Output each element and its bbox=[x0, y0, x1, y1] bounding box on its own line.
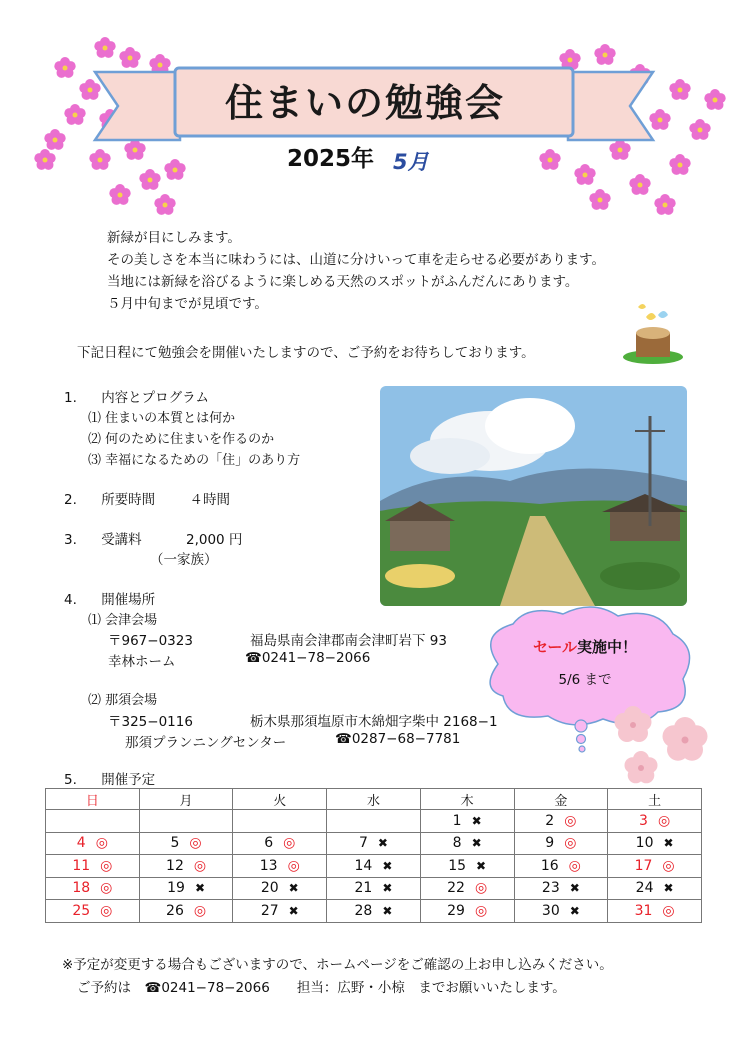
day-number: 14 bbox=[354, 857, 373, 874]
day-number: 29 bbox=[447, 902, 465, 919]
year-label: 2025年 bbox=[287, 146, 375, 172]
calendar-day-cell bbox=[420, 877, 514, 900]
section-number: 1. bbox=[64, 390, 77, 406]
available-mark: ◎ bbox=[657, 812, 671, 829]
calendar-day-cell bbox=[139, 832, 233, 855]
weekday-header: 火 bbox=[233, 789, 327, 810]
section-1-heading bbox=[64, 386, 209, 406]
day-number: 3 bbox=[639, 812, 648, 829]
section-title: 開催場所 bbox=[101, 592, 156, 608]
calendar-week-row bbox=[46, 810, 702, 833]
calendar-day-cell bbox=[327, 855, 421, 878]
venue-label: ⑵ 那須会場 bbox=[88, 693, 158, 708]
available-mark: ◎ bbox=[474, 902, 488, 919]
section-2-heading bbox=[64, 488, 230, 508]
calendar-day-cell bbox=[608, 810, 702, 833]
schedule-change-note: ※予定が変更する場合もございますので、ホームページをご確認の上お申し込みください。 bbox=[62, 957, 613, 973]
unavailable-mark: ✖ bbox=[288, 881, 299, 896]
venue-name: 幸林ホーム bbox=[108, 654, 176, 670]
venue-tel: ☎0241−78−2066 bbox=[245, 650, 371, 666]
calendar-day-cell bbox=[420, 832, 514, 855]
available-mark: ◎ bbox=[474, 880, 488, 897]
day-number: 17 bbox=[634, 857, 653, 874]
day-number: 1 bbox=[452, 812, 462, 829]
day-number: 19 bbox=[167, 880, 185, 897]
calendar-day-cell bbox=[46, 877, 140, 900]
section-4-heading bbox=[64, 588, 155, 608]
day-number: 11 bbox=[72, 857, 91, 874]
duration-value: ４時間 bbox=[189, 492, 230, 508]
unavailable-mark: ✖ bbox=[569, 881, 580, 896]
calendar-day-cell bbox=[46, 855, 140, 878]
venue-tel: ☎0287−68−7781 bbox=[335, 731, 461, 747]
calendar-day-cell bbox=[327, 810, 421, 833]
day-number: 4 bbox=[76, 835, 86, 852]
day-number: 24 bbox=[635, 880, 654, 897]
sale-until: 5/6 まで bbox=[558, 672, 612, 688]
available-mark: ◎ bbox=[564, 812, 577, 829]
venue-address: 栃木県那須塩原市木綿畑字柴中 2168−1 bbox=[250, 714, 498, 730]
day-number: 15 bbox=[448, 857, 467, 874]
available-mark: ◎ bbox=[189, 835, 202, 852]
day-number: 8 bbox=[452, 835, 462, 852]
section-title: 受講料 bbox=[101, 532, 142, 548]
unavailable-mark: ✖ bbox=[382, 881, 393, 896]
calendar-day-cell bbox=[608, 855, 702, 878]
calendar-day-cell bbox=[514, 855, 608, 878]
day-number: 12 bbox=[166, 857, 184, 874]
unavailable-mark: ✖ bbox=[663, 881, 674, 896]
section-title: 内容とプログラム bbox=[101, 390, 210, 406]
calendar-day-cell bbox=[420, 900, 514, 923]
available-mark: ◎ bbox=[287, 857, 300, 874]
calendar-day-cell bbox=[420, 810, 514, 833]
unavailable-mark: ✖ bbox=[471, 836, 482, 851]
calendar-day-cell bbox=[514, 832, 608, 855]
unavailable-mark: ✖ bbox=[288, 903, 299, 918]
weekday-header: 木 bbox=[420, 789, 514, 810]
reservation-info: ご予約は ☎0241−78−2066 担当：広野・小椋 までお願いいたします。 bbox=[77, 980, 566, 996]
intro-line: 新緑が目にしみます。 bbox=[107, 230, 241, 246]
available-mark: ◎ bbox=[662, 902, 675, 919]
section-3-heading bbox=[64, 528, 242, 548]
calendar-day-cell bbox=[233, 900, 327, 923]
unavailable-mark: ✖ bbox=[569, 903, 580, 918]
venue-zip: 〒325−0116 bbox=[108, 714, 193, 730]
cherry-blossom-icon bbox=[605, 700, 715, 788]
intro-line: その美しさを本当に味わうには、山道に分けいって車を走らせる必要があります。 bbox=[107, 252, 606, 268]
calendar-day-cell bbox=[420, 855, 514, 878]
section-5-heading bbox=[64, 768, 155, 788]
available-mark: ◎ bbox=[193, 902, 207, 919]
day-number: 22 bbox=[447, 880, 465, 897]
day-number: 31 bbox=[634, 902, 653, 919]
calendar-day-cell bbox=[608, 877, 702, 900]
section-number: 3. bbox=[64, 532, 77, 548]
day-number: 10 bbox=[635, 835, 654, 852]
unavailable-mark: ✖ bbox=[382, 858, 393, 873]
weekday-row bbox=[46, 789, 702, 810]
day-number: 7 bbox=[358, 835, 368, 852]
available-mark: ◎ bbox=[100, 902, 113, 919]
day-number: 27 bbox=[260, 902, 279, 919]
section-number: 2. bbox=[64, 492, 77, 508]
calendar-day-cell bbox=[139, 877, 233, 900]
weekday-header: 土 bbox=[608, 789, 702, 810]
day-number: 13 bbox=[259, 857, 278, 874]
available-mark: ◎ bbox=[95, 835, 108, 852]
calendar-week-row bbox=[46, 832, 702, 855]
section-number: 4. bbox=[64, 592, 77, 608]
unavailable-mark: ✖ bbox=[476, 858, 487, 873]
unavailable-mark: ✖ bbox=[382, 903, 393, 918]
venue-label: ⑴ 会津会場 bbox=[88, 613, 158, 628]
sale-headline bbox=[500, 636, 670, 657]
day-number: 28 bbox=[354, 902, 373, 919]
fee-note: （一家族） bbox=[150, 552, 218, 568]
calendar-week-row bbox=[46, 877, 702, 900]
available-mark: ◎ bbox=[568, 857, 581, 874]
day-number: 23 bbox=[541, 880, 560, 897]
day-number: 9 bbox=[545, 835, 555, 852]
calendar-day-cell bbox=[514, 900, 608, 923]
tree-stump-icon bbox=[618, 303, 688, 365]
day-number: 30 bbox=[541, 902, 560, 919]
calendar-day-cell bbox=[327, 877, 421, 900]
day-number: 20 bbox=[260, 880, 279, 897]
invite-text: 下記日程にて勉強会を開催いたしますので、ご予約をお待ちしております。 bbox=[77, 345, 535, 361]
sale-word: セール bbox=[532, 638, 578, 656]
calendar-day-cell bbox=[233, 877, 327, 900]
page-title: 住まいの勉強会 bbox=[224, 81, 505, 125]
month-label: 5月 bbox=[393, 150, 429, 174]
day-number: 2 bbox=[545, 812, 555, 829]
calendar-week-row bbox=[46, 855, 702, 878]
calendar-day-cell bbox=[46, 900, 140, 923]
day-number: 6 bbox=[264, 835, 274, 852]
program-item: ⑴ 住まいの本質とは何か bbox=[88, 411, 236, 426]
calendar-day-cell bbox=[139, 855, 233, 878]
unavailable-mark: ✖ bbox=[663, 836, 674, 851]
intro-text bbox=[107, 227, 605, 315]
fee-value: 2,000 円 bbox=[185, 532, 243, 548]
unavailable-mark: ✖ bbox=[194, 881, 205, 896]
calendar-day-cell bbox=[139, 900, 233, 923]
program-item: ⑵ 何のために住まいを作るのか bbox=[88, 432, 275, 447]
unavailable-mark: ✖ bbox=[377, 836, 388, 851]
venue-address: 福島県南会津郡南会津町岩下 93 bbox=[250, 633, 447, 649]
calendar-day-cell bbox=[608, 832, 702, 855]
weekday-header: 日 bbox=[46, 789, 140, 810]
calendar-week-row bbox=[46, 900, 702, 923]
calendar-day-cell bbox=[139, 810, 233, 833]
weekday-header: 月 bbox=[139, 789, 233, 810]
section-title: 開催予定 bbox=[101, 772, 156, 788]
calendar-day-cell bbox=[327, 832, 421, 855]
venue-zip: 〒967−0323 bbox=[108, 633, 193, 649]
calendar-day-cell bbox=[233, 832, 327, 855]
section-title: 所要時間 bbox=[101, 492, 156, 508]
calendar-day-cell bbox=[514, 810, 608, 833]
calendar-day-cell bbox=[327, 900, 421, 923]
available-mark: ◎ bbox=[100, 857, 113, 874]
day-number: 21 bbox=[354, 880, 373, 897]
intro-line: ５月中旬までが見頃です。 bbox=[107, 296, 268, 312]
calendar-day-cell bbox=[233, 810, 327, 833]
available-mark: ◎ bbox=[100, 880, 113, 897]
available-mark: ◎ bbox=[283, 835, 296, 852]
unavailable-mark: ✖ bbox=[471, 813, 482, 828]
program-item: ⑶ 幸福になるための「住」のあり方 bbox=[88, 453, 301, 468]
weekday-header: 水 bbox=[327, 789, 421, 810]
calendar-day-cell bbox=[233, 855, 327, 878]
calendar-day-cell bbox=[46, 810, 140, 833]
available-mark: ◎ bbox=[564, 835, 577, 852]
weekday-header: 金 bbox=[514, 789, 608, 810]
schedule-calendar bbox=[45, 788, 702, 923]
calendar-day-cell bbox=[514, 877, 608, 900]
sale-rest: 実施中！ bbox=[577, 638, 638, 656]
day-number: 26 bbox=[166, 902, 184, 919]
day-number: 25 bbox=[72, 902, 91, 919]
available-mark: ◎ bbox=[193, 857, 207, 874]
venue-name: 那須プランニングセンター bbox=[125, 735, 287, 751]
available-mark: ◎ bbox=[662, 857, 675, 874]
calendar-day-cell bbox=[608, 900, 702, 923]
section-number: 5. bbox=[64, 772, 77, 788]
calendar-day-cell bbox=[46, 832, 140, 855]
day-number: 18 bbox=[72, 880, 91, 897]
intro-line: 当地には新緑を浴びるように楽しめる天然のスポットがふんだんにあります。 bbox=[107, 274, 579, 290]
day-number: 5 bbox=[170, 835, 180, 852]
day-number: 16 bbox=[540, 857, 559, 874]
landscape-image bbox=[380, 386, 687, 606]
